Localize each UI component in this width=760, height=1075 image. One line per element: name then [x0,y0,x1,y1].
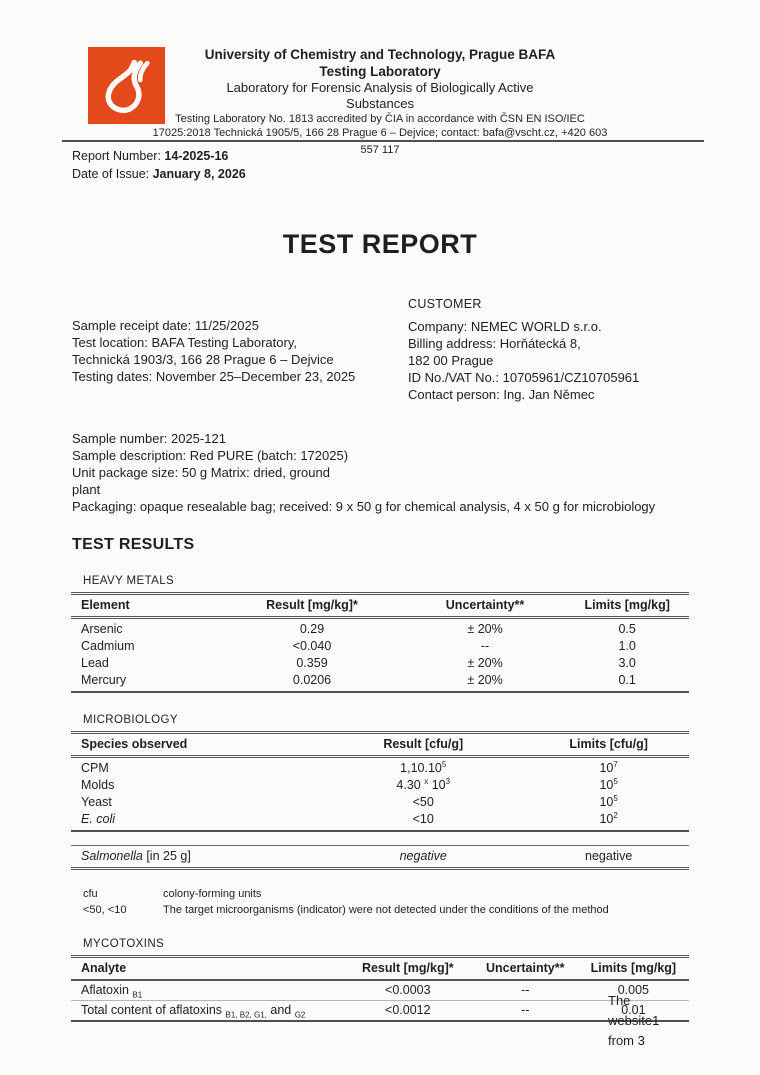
table-row [71,655,689,672]
result-cell: <0.040 [292,639,332,653]
element-cell: Cadmium [81,639,135,653]
note-def-cfu: colony-forming units [163,888,262,900]
limit-cell: $10^2$ [599,810,618,826]
testing-dates: Testing dates: November 25–December 23, 2025 [72,369,356,384]
table-row [71,811,689,831]
species-cell [71,811,318,831]
microbiology-label: MICROBIOLOGY [83,714,178,726]
note-term-lt: <50, <10 [83,904,127,916]
uncertainty-cell: ± 20% [467,622,503,636]
accreditation-line2: 17025:2018 Technická 1905/5, 166 28 Prague 6 – Dejvice; contact: bafa@vscht.cz, +420 603 [152,127,608,139]
result-cell: <0.0003 [343,980,473,1001]
limit-cell: $10^5$ [599,793,618,809]
sample-details-block [72,430,690,515]
col-header-result-cfu: Result [cfu/g] [318,733,528,757]
customer-block [408,296,690,403]
date-of-issue-value: January 8, 2026 [152,167,246,181]
result-cell: 4.30 $^x$ $10^3$ [396,776,451,792]
element-cell: Arsenic [81,622,123,636]
report-number-value: 14-2025-16 [164,149,229,163]
matrix-continued: plant [72,482,101,497]
table-row [71,794,689,811]
element-cell: Mercury [81,673,127,687]
uncertainty-cell: ± 20% [467,673,503,687]
table-row [71,1001,689,1022]
table-row [71,638,689,655]
customer-company: Company: NEMEC WORLD s.r.o. [408,319,602,334]
limit-cell: 1.0 [618,639,636,653]
heavy-metals-header-row [71,594,689,618]
species-cell [71,757,318,778]
customer-contact-person: Contact person: Ing. Jan Němec [408,387,595,402]
result-cell: <10 [412,812,434,826]
salmonella-limit-cell: negative [585,849,633,863]
limit-cell: $10^5$ [599,776,618,792]
note-def-lt: The target microorganisms (indicator) were not detected under the conditions of the method [163,904,609,916]
customer-billing-address1: Billing address: Horňátecká 8, [408,336,581,351]
test-location-line1: Test location: BAFA Testing Laboratory, [72,335,297,350]
limit-cell: 3.0 [618,656,636,670]
heavy-metals-table [71,592,689,693]
document-title: TEST REPORT [282,229,478,259]
result-cell: 1,10.10$^5$ [400,759,447,775]
limit-cell: $10^7$ [599,759,618,775]
customer-heading: CUSTOMER [408,297,482,311]
uncertainty-cell: ± 20% [467,656,503,670]
table-row [71,672,689,692]
limit-cell: 0.5 [618,622,636,636]
packaging-line: Packaging: opaque resealable bag; received: 9 x 50 g for chemical analysis, 4 x 50 g for microbiology [72,499,656,514]
report-identification [0,140,760,183]
element-cell: Lead [81,656,109,670]
uncertainty-cell: -- [480,639,490,653]
contact-phone-tail: 557 117 [360,144,400,156]
sample-number: Sample number: 2025-121 [72,431,226,446]
analyte-cell: Total content of aflatoxins $_{B1, B2, G1,}$ and $_{G2}$ [71,1001,343,1022]
uct-prague-logo [88,47,165,124]
info-columns [72,296,690,403]
species-cell [71,777,318,794]
heavy-metals-label: HEAVY METALS [83,575,175,587]
col-header-element: Element [71,594,219,618]
species-name: Yeast [81,795,112,809]
customer-id-vat: ID No./VAT No.: 10705961/CZ10705961 [408,370,640,385]
mycotoxins-table [71,955,689,1022]
result-cell: 0.0206 [292,673,332,687]
col-header-limits: Limits [mg/kg] [565,594,689,618]
table-row [71,757,689,778]
microbiology-table-wrap [71,731,689,870]
date-of-issue-line [72,165,690,183]
col-header-limits: Limits [mg/kg] [578,957,689,981]
col-header-species: Species observed [71,733,318,757]
col-header-uncertainty: Uncertainty** [473,957,578,981]
lab-name-line1: Laboratory for Forensic Analysis of Biologically Active [226,80,534,95]
species-cell [71,794,318,811]
org-name-line2: Testing Laboratory [319,64,441,79]
col-header-result: Result [mg/kg]* [219,594,404,618]
microbiology-table [71,731,689,832]
page-footer [608,991,659,1051]
salmonella-row [71,846,689,869]
accreditation-line1: Testing Laboratory No. 1813 accredited by ČIA in accordance with ČSN EN ISO/IEC [175,113,585,125]
microbiology-header-row [71,733,689,757]
mycotoxins-label: MYCOTOXINS [83,938,165,950]
uct-logo-icon [88,47,165,124]
mycotoxins-table-wrap [71,955,689,1022]
lab-name-line2: Substances [346,96,414,111]
analyte-cell: Aflatoxin $_{B1}$ [71,980,343,1001]
limit-cell: 0.1 [618,673,636,687]
mycotoxins-header-row [71,957,689,981]
test-results-heading: TEST RESULTS [72,536,195,553]
result-cell: <50 [412,795,434,809]
table-row [71,980,689,1001]
salmonella-result-cell: negative [399,849,447,863]
footer-line2: website1 [608,1013,660,1028]
sample-receipt-date: Sample receipt date: 11/25/2025 [72,318,259,333]
result-cell: 0.29 [299,622,325,636]
sample-meta-block [72,296,408,403]
test-location-line2: Technická 1903/3, 166 28 Prague 6 – Dejvice [72,352,334,367]
limit-cell: 0.01 [578,1001,689,1022]
col-header-analyte: Analyte [71,957,343,981]
footer-line1: The [608,993,631,1008]
salmonella-table [71,845,689,870]
uncertainty-cell: -- [473,1001,578,1022]
customer-billing-address2: 182 00 Prague [408,353,494,368]
limit-cell: 0.005 [578,980,689,1001]
letterhead [95,0,665,140]
col-header-limits-cfu: Limits [cfu/g] [528,733,689,757]
footnotes [83,888,690,917]
result-cell: 0.359 [296,656,328,670]
col-header-uncertainty: Uncertainty** [405,594,566,618]
salmonella-name: Salmonella [81,849,143,863]
species-name: Molds [81,778,115,792]
org-name-line1: University of Chemistry and Technology, Prague BAFA [204,47,556,62]
sample-description: Sample description: Red PURE (batch: 172025) [72,448,349,463]
result-cell: <0.0012 [343,1001,473,1022]
heavy-metals-table-wrap [71,592,689,693]
uncertainty-cell: -- [473,980,578,1001]
report-number-label: Report Number: [72,149,165,163]
date-of-issue-label: Date of Issue: [72,167,153,181]
species-name: CPM [81,761,109,775]
species-name: E. coli [81,812,116,826]
table-row [71,618,689,639]
footer-line3: from 3 [608,1033,645,1048]
table-row [71,777,689,794]
unit-package-size: Unit package size: 50 g Matrix: dried, ground [72,465,330,480]
note-term-cfu: cfu [83,888,98,900]
col-header-result: Result [mg/kg]* [343,957,473,981]
salmonella-name-cell: Salmonella [in 25 g] [81,849,191,863]
